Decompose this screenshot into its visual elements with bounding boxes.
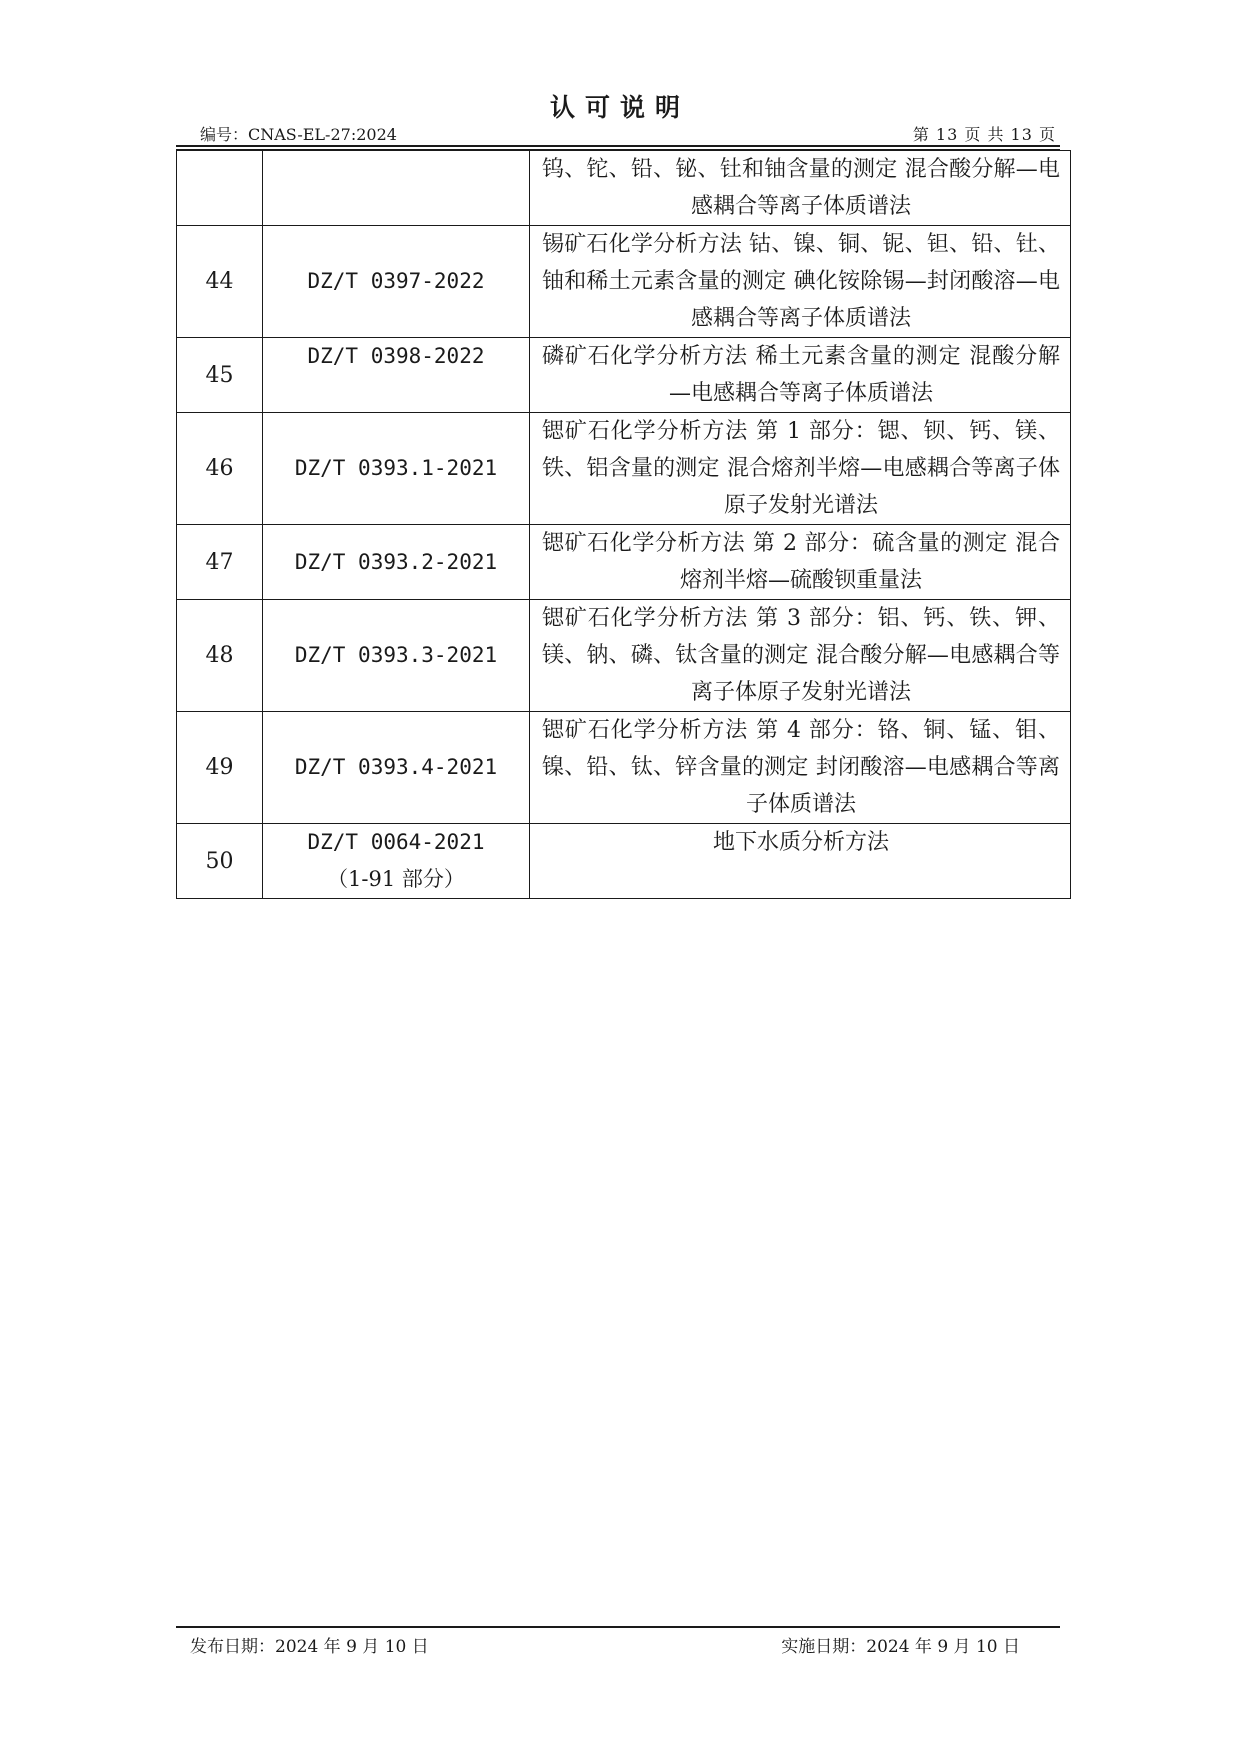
row-number: 45 bbox=[177, 338, 263, 413]
standards-table bbox=[176, 150, 1071, 899]
table-row bbox=[177, 824, 1071, 899]
table-row bbox=[177, 226, 1071, 338]
standard-code-parts: （1-91 部分） bbox=[327, 867, 465, 891]
row-number: 46 bbox=[177, 413, 263, 525]
table-row bbox=[177, 525, 1071, 600]
standard-code: DZ/T 0393.3-2021 bbox=[263, 600, 530, 712]
footer-divider bbox=[176, 1626, 1060, 1628]
standard-code: DZ/T 0397-2022 bbox=[263, 226, 530, 338]
standard-code: DZ/T 0064-2021 bbox=[307, 830, 485, 854]
table-row bbox=[177, 600, 1071, 712]
row-number: 50 bbox=[177, 824, 263, 899]
standard-code-cell bbox=[263, 824, 530, 899]
doc-number: 编号：CNAS-EL-27:2024 bbox=[200, 125, 397, 144]
standard-code bbox=[263, 151, 530, 226]
standard-code: DZ/T 0393.4-2021 bbox=[263, 712, 530, 824]
standard-name: 锶矿石化学分析方法 第 4 部分：铬、铜、锰、钼、镍、铅、钛、锌含量的测定 封闭酸溶—电感耦合等离子体质谱法 bbox=[530, 712, 1071, 824]
header-divider bbox=[176, 145, 1060, 147]
publish-date: 发布日期：2024 年 9 月 10 日 bbox=[190, 1637, 429, 1657]
table-row bbox=[177, 338, 1071, 413]
row-number: 44 bbox=[177, 226, 263, 338]
standard-name: 锶矿石化学分析方法 第 1 部分：锶、钡、钙、镁、铁、铝含量的测定 混合熔剂半熔—电感耦合等离子体原子发射光谱法 bbox=[530, 413, 1071, 525]
table-row bbox=[177, 712, 1071, 824]
table-row bbox=[177, 413, 1071, 525]
standard-code: DZ/T 0393.1-2021 bbox=[263, 413, 530, 525]
standard-name: 地下水质分析方法 bbox=[530, 824, 1071, 899]
row-number bbox=[177, 151, 263, 226]
standard-name: 锡矿石化学分析方法 钴、镍、铜、铌、钽、铅、钍、铀和稀土元素含量的测定 碘化铵除锡—封闭酸溶—电感耦合等离子体质谱法 bbox=[530, 226, 1071, 338]
document-title: 认可说明 bbox=[549, 93, 690, 122]
standard-name: 锶矿石化学分析方法 第 2 部分：硫含量的测定 混合熔剂半熔—硫酸钡重量法 bbox=[530, 525, 1071, 600]
standard-code: DZ/T 0393.2-2021 bbox=[263, 525, 530, 600]
row-number: 48 bbox=[177, 600, 263, 712]
table-row bbox=[177, 151, 1071, 226]
effective-date: 实施日期：2024 年 9 月 10 日 bbox=[781, 1637, 1020, 1657]
row-number: 47 bbox=[177, 525, 263, 600]
standard-name: 锶矿石化学分析方法 第 3 部分：铝、钙、铁、钾、镁、钠、磷、钛含量的测定 混合酸分解—电感耦合等离子体原子发射光谱法 bbox=[530, 600, 1071, 712]
standard-code: DZ/T 0398-2022 bbox=[263, 338, 530, 413]
standard-name: 磷矿石化学分析方法 稀土元素含量的测定 混酸分解—电感耦合等离子体质谱法 bbox=[530, 338, 1071, 413]
page-info: 第 13 页 共 13 页 bbox=[912, 125, 1056, 144]
standard-name: 钨、铊、铅、铋、钍和铀含量的测定 混合酸分解—电感耦合等离子体质谱法 bbox=[530, 151, 1071, 226]
row-number: 49 bbox=[177, 712, 263, 824]
